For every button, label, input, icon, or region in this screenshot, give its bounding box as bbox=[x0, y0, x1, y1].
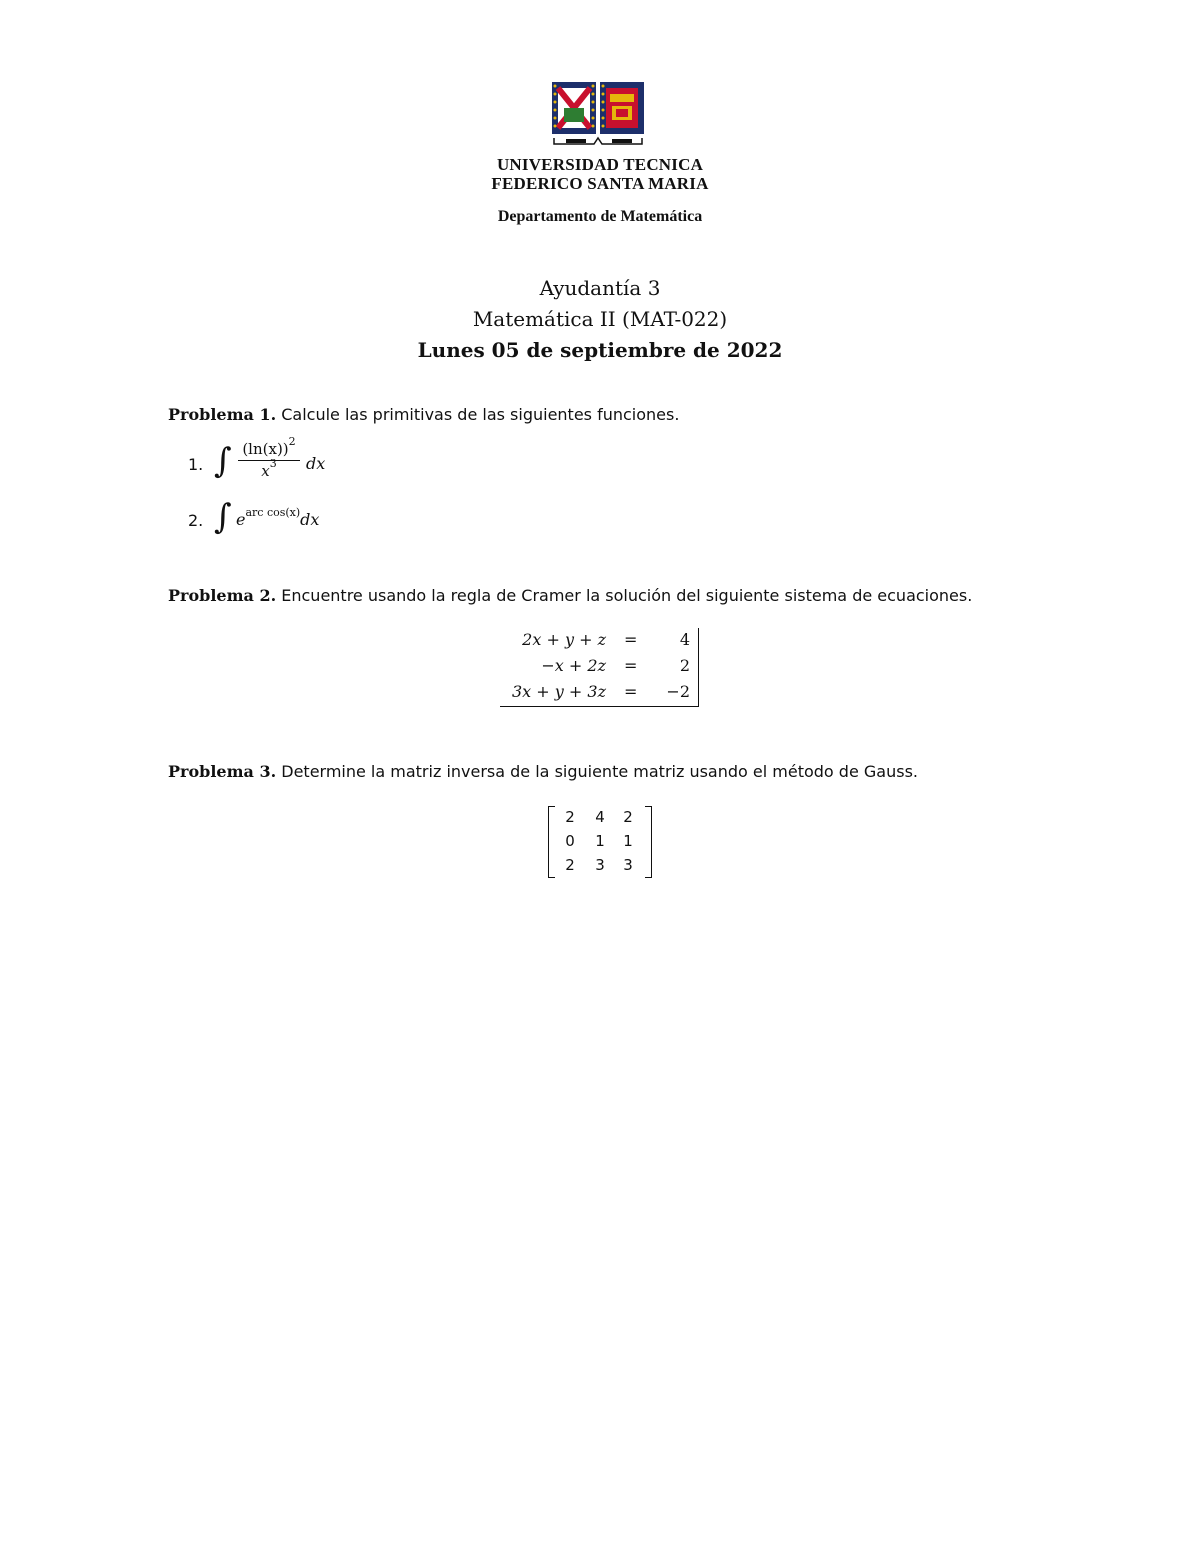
problem-2-statement bbox=[168, 586, 972, 605]
equation-lhs: 2x + y + z bbox=[522, 630, 606, 649]
equals-sign: = bbox=[624, 682, 638, 701]
equation-lhs: −x + 2z bbox=[541, 656, 606, 675]
problem-3-text: Determine la matriz inversa de la siguiente matriz usando el método de Gauss. bbox=[281, 762, 918, 781]
document-date: Lunes 05 de septiembre de 2022 bbox=[417, 338, 783, 362]
integrand-2 bbox=[236, 506, 320, 529]
document-title: Ayudantía 3 bbox=[539, 276, 661, 300]
equation-rhs: −2 bbox=[666, 682, 690, 701]
university-logo bbox=[550, 80, 650, 150]
equation-rhs: 4 bbox=[679, 630, 690, 649]
department-name: Departamento de Matemática bbox=[497, 208, 703, 225]
integral-sign-2: ∫ bbox=[214, 497, 232, 537]
matrix bbox=[548, 806, 652, 878]
matrix-cell: 1 bbox=[595, 832, 605, 850]
integral-sign-1: ∫ bbox=[214, 441, 232, 481]
left-bracket bbox=[548, 806, 555, 878]
exponent-2: arc cos(x) bbox=[245, 506, 301, 519]
matrix-cell: 1 bbox=[623, 832, 633, 850]
matrix-cell: 2 bbox=[623, 808, 633, 826]
problem-2-text: Encuentre usando la regla de Cramer la solución del siguiente sistema de ecuaciones. bbox=[281, 586, 973, 605]
equation-system bbox=[500, 628, 699, 707]
numerator-1: (ln(x)) bbox=[242, 440, 289, 458]
problem-1-text: Calcule las primitivas de las siguientes funciones. bbox=[281, 405, 680, 424]
equation-row bbox=[500, 656, 690, 680]
matrix-cell: 3 bbox=[595, 856, 605, 874]
differential-1: dx bbox=[306, 454, 326, 473]
item-2-number: 2. bbox=[188, 511, 204, 530]
problem-3-label: Problema 3. bbox=[168, 762, 277, 781]
equation-rhs: 2 bbox=[679, 656, 690, 675]
matrix-cell: 4 bbox=[595, 808, 605, 826]
matrix-cell: 0 bbox=[565, 832, 575, 850]
university-name-line1: UNIVERSIDAD TECNICA bbox=[496, 155, 704, 174]
course-name: Matemática II (MAT-022) bbox=[472, 307, 728, 331]
matrix-cell: 3 bbox=[623, 856, 633, 874]
problem-1-label: Problema 1. bbox=[168, 405, 277, 424]
fraction-1 bbox=[238, 435, 300, 480]
matrix-cell: 2 bbox=[565, 808, 575, 826]
problem-1-statement bbox=[168, 405, 679, 424]
equation-row bbox=[500, 682, 690, 706]
problem-2-label: Problema 2. bbox=[168, 586, 277, 605]
equals-sign: = bbox=[624, 630, 638, 649]
item-1-number: 1. bbox=[188, 455, 204, 474]
university-name-line2: FEDERICO SANTA MARIA bbox=[491, 174, 709, 193]
denominator-1: x bbox=[261, 462, 270, 480]
equation-lhs: 3x + y + 3z bbox=[511, 682, 606, 701]
differential-2: dx bbox=[300, 510, 320, 529]
equals-sign: = bbox=[624, 656, 638, 675]
right-bracket bbox=[645, 806, 652, 878]
numerator-exponent-1: 2 bbox=[288, 435, 296, 448]
equation-row bbox=[500, 630, 690, 654]
exponential-base: e bbox=[236, 510, 246, 529]
matrix-cell: 2 bbox=[565, 856, 575, 874]
denominator-exponent-1: 3 bbox=[269, 457, 277, 470]
problem-3-statement bbox=[168, 762, 918, 781]
